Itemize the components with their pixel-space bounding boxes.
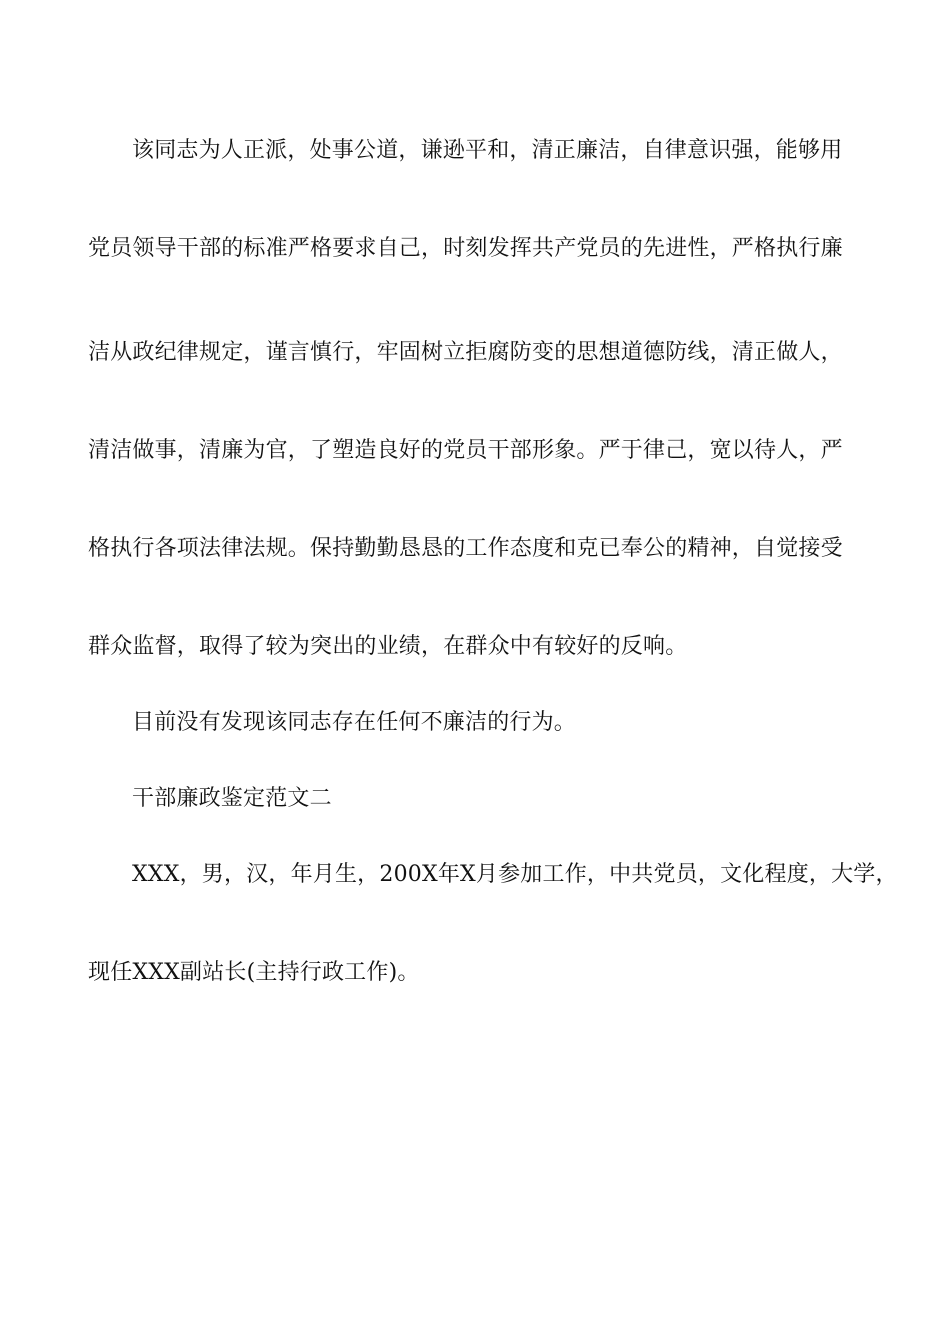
section-title: 干部廉政鉴定范文二 — [132, 786, 332, 811]
paragraph-1-line-5: 格执行各项法律法规。保持勤勤恳恳的工作态度和克已奉公的精神，自觉接受 — [88, 536, 843, 561]
paragraph-2: 目前没有发现该同志存在任何不廉洁的行为。 — [132, 710, 577, 735]
paragraph-1-line-2: 党员领导干部的标准严格要求自己，时刻发挥共产党员的先进性，严格执行廉 — [88, 236, 843, 261]
paragraph-1-line-6: 群众监督，取得了较为突出的业绩，在群众中有较好的反响。 — [88, 634, 688, 659]
paragraph-3-line-2: 现任XXX副站长(主持行政工作)。 — [88, 960, 420, 985]
paragraph-1-line-1: 该同志为人正派，处事公道，谦逊平和，清正廉洁，自律意识强，能够用 — [132, 138, 843, 163]
paragraph-1-line-3: 洁从政纪律规定，谨言慎行，牢固树立拒腐防变的思想道德防线，清正做人， — [88, 340, 843, 365]
paragraph-1-line-4: 清洁做事，清廉为官，了塑造良好的党员干部形象。严于律己，宽以待人，严 — [88, 438, 843, 463]
paragraph-3-line-1: XXX，男，汉，年月生，200X年X月参加工作，中共党员，文化程度，大学， — [132, 862, 898, 887]
